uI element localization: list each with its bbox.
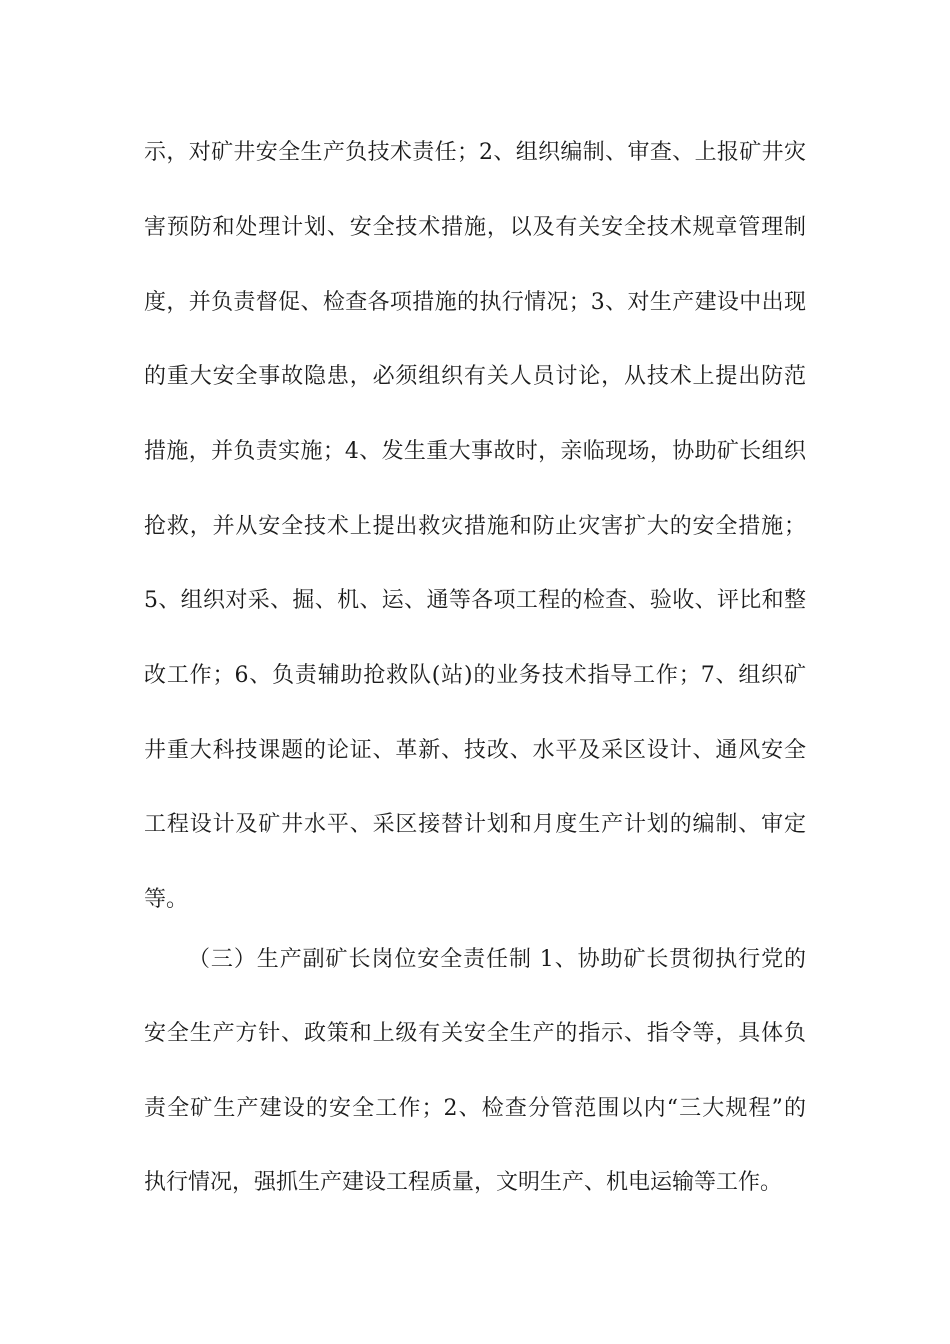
paragraph-line-3: 度，并负责督促、检查各项措施的执行情况；3、对生产建设中出现: [144, 290, 806, 315]
paragraph-line-4: 的重大安全事故隐患，必须组织有关人员讨论，从技术上提出防范: [144, 364, 806, 389]
paragraph-line-14: 责全矿生产建设的安全工作；2、检查分管范围以内“三大规程”的: [144, 1096, 806, 1121]
paragraph-line-5: 措施，并负责实施；4、发生重大事故时，亲临现场，协助矿长组织: [144, 439, 806, 464]
paragraph-line-15: 执行情况，强抓生产建设工程质量，文明生产、机电运输等工作。: [144, 1170, 783, 1195]
section-heading-line: （三）生产副矿长岗位安全责任制 1、协助矿长贯彻执行党的: [188, 947, 806, 972]
paragraph-line-10: 工程设计及矿井水平、采区接替计划和月度生产计划的编制、审定: [144, 812, 806, 837]
paragraph-line-1: 示，对矿井安全生产负技术责任；2、组织编制、审查、上报矿井灾: [144, 140, 806, 165]
paragraph-line-6: 抢救，并从安全技术上提出救灾措施和防止灾害扩大的安全措施；: [144, 514, 806, 539]
paragraph-line-9: 井重大科技课题的论证、革新、技改、水平及采区设计、通风安全: [144, 738, 806, 763]
paragraph-line-13: 安全生产方针、政策和上级有关安全生产的指示、指令等，具体负: [144, 1021, 806, 1046]
paragraph-line-7: 5、组织对采、掘、机、运、通等各项工程的检查、验收、评比和整: [144, 588, 806, 613]
paragraph-line-2: 害预防和处理计划、安全技术措施，以及有关安全技术规章管理制: [144, 215, 806, 240]
paragraph-line-11: 等。: [144, 887, 189, 912]
paragraph-line-8: 改工作；6、负责辅助抢救队(站)的业务技术指导工作；7、组织矿: [144, 663, 806, 688]
